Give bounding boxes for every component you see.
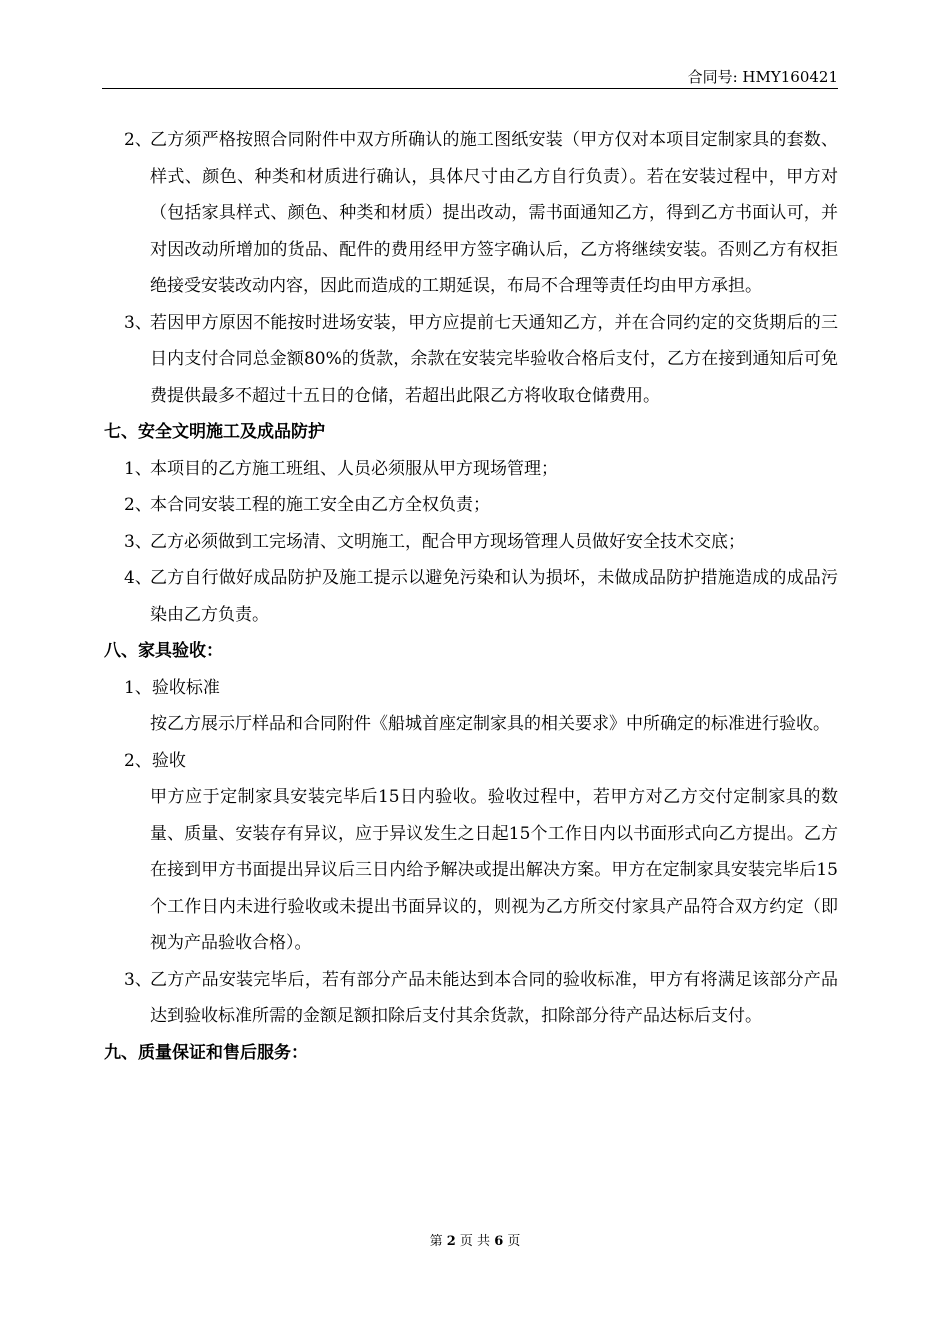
item-number: 3、 — [124, 969, 152, 990]
item-number: 3、 — [124, 312, 152, 333]
section7-item-4 — [104, 560, 838, 633]
item-number: 2、 — [124, 495, 152, 515]
footer-prefix: 第 — [429, 1234, 443, 1249]
item-number: 4、 — [124, 568, 152, 588]
section8-sub1-text: 按乙方展示厅样品和合同附件《船城首座定制家具的相关要求》中所确定的标准进行验收。 — [150, 714, 830, 734]
header-divider — [102, 88, 838, 89]
section7-item-3 — [104, 524, 838, 561]
footer-suffix: 页 — [507, 1234, 521, 1249]
item-number: 3、 — [124, 531, 152, 552]
page-footer — [0, 1230, 950, 1249]
item-text: 乙方须严格按照合同附件中双方所确认的施工图纸安装（甲方仅对本项目定制家具的套数、样式、颜色、种类和材质进行确认，具体尺寸由乙方自行负责）。若在安装过程中，甲方对（包括家具样式、颜色、种类和材质）提出改动，需书面通知乙方，得到乙方书面认可，并对因改动所增加的货品、配件的费用经甲方签字确认后，乙方将继续安装。否则乙方有权拒绝接受安装改动内容，因此而造成的工期延误，布局不合理等责任均由甲方承担。 — [150, 130, 838, 296]
footer-total-pages: 6 — [494, 1234, 504, 1249]
item-text: 若因甲方原因不能按时进场安装，甲方应提前七天通知乙方，并在合同约定的交货期后的三日内支付合同总金额80%的货款，余款在安装完毕验收合格后支付，乙方在接到通知后可免费提供最多不超过十五日的仓储，若超出此限乙方将收取仓储费用。 — [150, 312, 838, 406]
item-text: 本合同安装工程的施工安全由乙方全权负责； — [150, 495, 490, 515]
item-number: 1、 — [124, 458, 152, 479]
section8-item-3 — [104, 962, 838, 1035]
footer-page-number: 2 — [446, 1234, 456, 1249]
item-text: 乙方产品安装完毕后，若有部分产品未能达到本合同的验收标准，甲方有将满足该部分产品达到验收标准所需的金额足额扣除后支付其余货款，扣除部分待产品达标后支付。 — [150, 969, 838, 1026]
section6-item-2 — [104, 122, 838, 305]
item-number: 2、 — [124, 130, 152, 150]
item-text: 乙方必须做到工完场清、文明施工，配合甲方现场管理人员做好安全技术交底； — [150, 531, 745, 552]
section8-sub1-heading: 1、验收标准 — [124, 677, 220, 698]
item-text: 乙方自行做好成品防护及施工提示以避免污染和认为损坏，未做成品防护措施造成的成品污染由乙方负责。 — [150, 568, 838, 625]
footer-middle: 页 共 — [459, 1234, 491, 1249]
contract-number: 合同号: HMY160421 — [687, 68, 838, 86]
section7-item-1 — [104, 451, 838, 488]
section9-title: 九、质量保证和售后服务： — [104, 1042, 308, 1063]
section7-title: 七、安全文明施工及成品防护 — [104, 422, 325, 442]
document-body — [104, 122, 838, 1071]
section8-title: 八、家具验收： — [104, 641, 223, 661]
section8-sub2-heading: 2、验收 — [124, 750, 186, 771]
section6-item-3 — [104, 305, 838, 415]
item-text: 本项目的乙方施工班组、人员必须服从甲方现场管理； — [150, 458, 558, 479]
section7-item-2 — [104, 487, 838, 524]
section8-sub2-text: 甲方应于定制家具安装完毕后15日内验收。验收过程中，若甲方对乙方交付定制家具的数量、质量、安装存有异议，应于异议发生之日起15个工作日内以书面形式向乙方提出。乙方在接到甲方书面提出异议后三日内给予解决或提出解决方案。甲方在定制家具安装完毕后15个工作日内未进行验收或未提出书面异议的，则视为乙方所交付家具产品符合双方约定（即视为产品验收合格）。 — [150, 787, 838, 953]
